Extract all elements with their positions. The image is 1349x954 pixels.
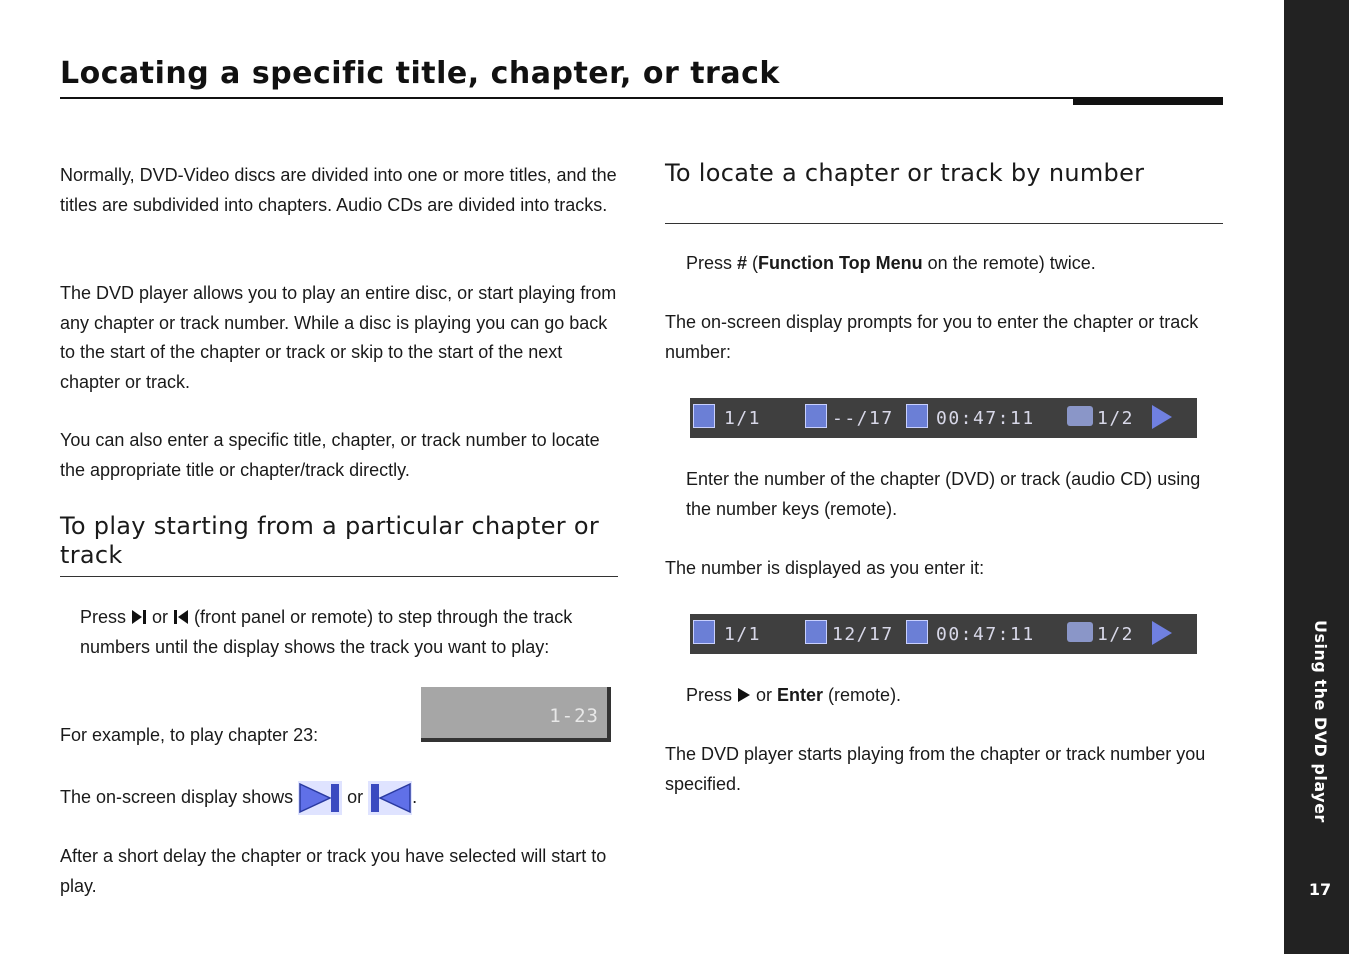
time-icon — [906, 620, 928, 644]
osd-status-bar-entered — [690, 614, 1197, 654]
step-press-hash: Press # (Function Top Menu on the remote) twice. — [686, 253, 1096, 273]
section-label: Using the DVD player — [1311, 620, 1330, 823]
example-text: For example, to play chapter 23: — [60, 725, 319, 745]
previous-chapter-osd-icon — [368, 781, 412, 815]
osd-chapter: --/17 — [832, 408, 894, 429]
section-rule — [60, 576, 618, 577]
osd-time: 00:47:11 — [936, 624, 1035, 645]
play-icon — [1152, 621, 1172, 645]
osd-status-bar-empty — [690, 398, 1197, 438]
intro-paragraph: Normally, DVD-Video discs are divided into one or more titles, and the titles are subdivided into chapters. Audio CDs are divided into tracks. — [60, 165, 617, 215]
step-enter-number: Enter the number of the chapter (DVD) or track (audio CD) using the number keys (remote). — [686, 469, 1201, 519]
play-icon — [1152, 405, 1172, 429]
title-accent-bar — [1073, 97, 1223, 105]
lcd-value: 1-23 — [549, 705, 599, 727]
page-number: 17 — [1308, 880, 1332, 899]
osd-title: 1/1 — [724, 408, 762, 429]
title-icon — [693, 404, 715, 428]
osd-title: 1/1 — [724, 624, 762, 645]
page-title: Locating a specific title, chapter, or track — [60, 56, 780, 91]
after-delay-paragraph: After a short delay the chapter or track you have selected will start to play. — [60, 846, 607, 896]
section-heading-play-from: To play starting from a particular chapter or track — [60, 512, 600, 569]
chapter-icon — [805, 620, 827, 644]
step-skip-tracks: Press or (front panel or remote) to step through the track numbers until the display shows the track you want to play: — [80, 607, 573, 657]
skip-next-icon — [131, 609, 147, 625]
number-displayed-text: The number is displayed as you enter it: — [665, 558, 985, 578]
osd-audio: 1/2 — [1097, 624, 1135, 645]
section-heading-locate-by-number: To locate a chapter or track by number — [665, 159, 1145, 187]
time-icon — [906, 404, 928, 428]
osd-shows-text: The on-screen display shows or . — [60, 780, 480, 815]
audio-icon — [1067, 406, 1093, 426]
skip-previous-icon — [173, 609, 189, 625]
prompt-paragraph: The on-screen display prompts for you to enter the chapter or track number: — [665, 312, 1199, 362]
front-panel-display — [421, 687, 611, 742]
step-press-play: Press or Enter (remote). — [686, 685, 902, 705]
osd-chapter: 12/17 — [832, 624, 894, 645]
next-chapter-osd-icon — [298, 781, 342, 815]
osd-time: 00:47:11 — [936, 408, 1035, 429]
playback-paragraph: The DVD player allows you to play an entire disc, or start playing from any chapter or track number. While a disc is playing you can go back to the start of the chapter or track or skip to the start of the next chapter or track. — [60, 283, 617, 392]
play-icon — [737, 687, 751, 703]
osd-audio: 1/2 — [1097, 408, 1135, 429]
section-rule — [665, 223, 1223, 224]
chapter-icon — [805, 404, 827, 428]
direct-entry-paragraph: You can also enter a specific title, chapter, or track number to locate the appropriate title or chapter/track directly. — [60, 430, 600, 480]
title-rule — [60, 97, 1223, 99]
title-icon — [693, 620, 715, 644]
playback-starts-paragraph: The DVD player starts playing from the chapter or track number you specified. — [665, 744, 1206, 794]
audio-icon — [1067, 622, 1093, 642]
